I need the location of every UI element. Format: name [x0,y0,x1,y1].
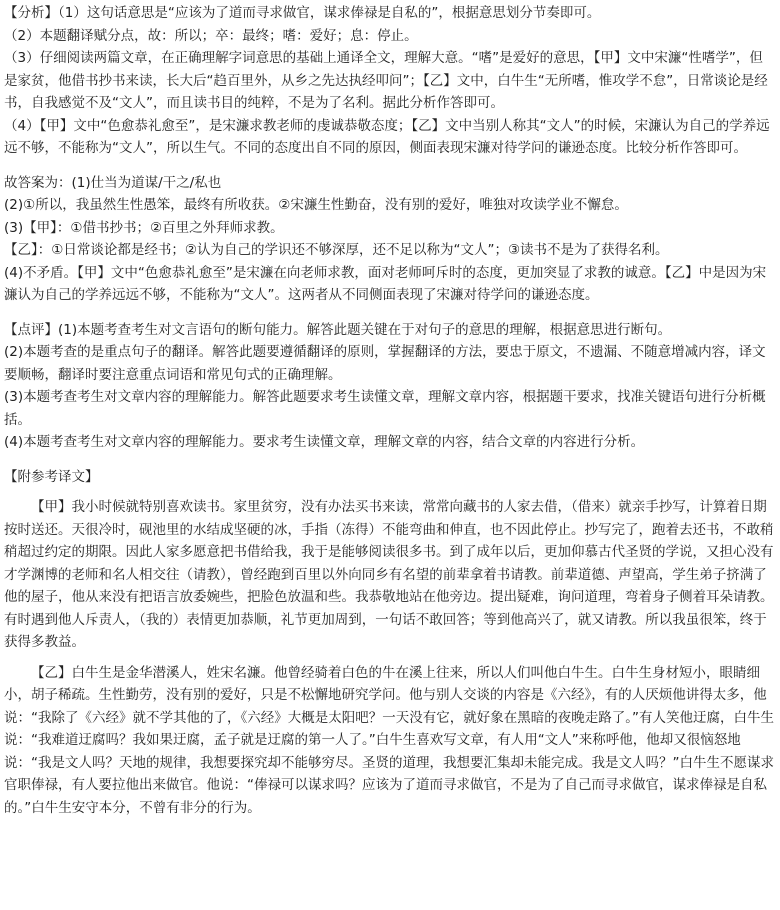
answer-line-5: (4)不矛盾。【甲】文中“色愈恭礼愈至”是宋濂在向老师求教，面对老师呵斥时的态度，更加突显了求教的诚意。【乙】中是因为宋濂认为自己的学养远远不够，不能称为“文人”。这两者从不同侧面表现了宋濂对待学问的谦逊态度。 [4,264,767,303]
comment-line-2: (2)本题考查的是重点句子的翻译。解答此题要遵循翻译的原则，掌握翻译的方法，要忠于原文，不遗漏、不随意增减内容，译文要顺畅，翻译时要注意重点词语和常见句式的正确理解。 [4,344,766,383]
answer-line-1: 故答案为：(1)仕当为道谋/干之/私也 [4,174,222,191]
analysis-section [4,2,774,160]
answer-line-2: (2)①所以，我虽然生性愚笨，最终有所收获。②宋濂生性勤奋，没有别的爱好，唯独对攻读学业不懈怠。 [4,197,628,213]
comment-line-4: (4)本题考查考生对文章内容的理解能力。要求考生读懂文章，理解文章的内容，结合文章的内容进行分析。 [4,434,645,450]
comment-line-1: 【点评】(1)本题考查考生对文言语句的断句能力。解答此题关键在于对句子的意思的理解，根据意思进行断句。 [4,321,672,338]
answer-line-4: 【乙】：①日常谈论都是经书；②认为自己的学识还不够深厚，还不足以称为“文人”；③读书不是为了获得名利。 [4,242,669,258]
translation-heading: 【附参考译文】 [4,468,99,485]
answer-section [4,172,774,307]
analysis-paragraph-2: （2）本题翻译赋分点，故：所以；卒：最终；嗜：爱好；息：停止。 [4,27,418,44]
analysis-paragraph-3: （3）仔细阅读两篇文章，在正确理解字词意思的基础上通译全文，理解大意。“嗜”是爱好的意思，【甲】文中宋濂“性嗜学”，但是家贫，他借书抄书来读，长大后“趋百里外，从乡之先达执经叩问”；【乙】文中，白牛生“无所嗜，惟攻学不怠”，日常谈论是经书，自我感觉不及“文人”，而且读书目的纯粹，不是为了名利。据此分析作答即可。 [4,50,768,111]
analysis-paragraph-1: 【分析】（1）这句话意思是“应该为了道而寻求做官，谋求俸禄是自私的”，根据意思划分节奏即可。 [4,5,601,21]
comment-line-3: (3)本题考查考生对文章内容的理解能力。解答此题要求考生读懂文章，理解文章内容，根据题干要求，找准关键语句进行分析概括。 [4,389,766,428]
translation-jia-paragraph: 【甲】我小时候就特别喜欢读书。家里贫穷，没有办法买书来读，常常向藏书的人家去借，（借来）就亲手抄写，计算着日期按时送还。天很冷时，砚池里的水结成坚硬的冰，手指（冻得）不能弯曲和伸直，也不因此停止。抄写完了，跑着去还书，不敢稍稍超过约定的期限。因此人家多愿意把书借给我，我于是能够阅读很多书。到了成年以后，更加仰慕古代圣贤的学说，又担心没有才学渊博的老师和名人相交往（请教），曾经跑到百里以外向同乡有名望的前辈拿着书请教。前辈道德、声望高，学生弟子挤满了他的屋子，他从来没有把语言放委婉些，把脸色放温和些。我恭敬地站在他旁边。提出疑难，询问道理，弯着身子侧着耳朵请教。有时遇到他人斥责人，（我的）表情更加恭顺，礼节更加周到，一句话不敢回答；等到他高兴了，就又请教。所以我虽很笨，终于获得多教益。 [4,499,774,650]
translation-yi-paragraph: 【乙】白牛生是金华潜溪人，姓宋名濂。他曾经骑着白色的牛在溪上往来，所以人们叫他白牛生。白牛生身材短小，眼睛细小，胡子稀疏。生性勤劳，没有别的爱好，只是不松懈地研究学问。他与别人交谈的内容是《六经》，有的人厌烦他讲得太多，他说：“我除了《六经》就不学其他的了，《六经》大概是太阳吧？一天没有它，就好象在黑暗的夜晚走路了。”有人笑他迂腐，白牛生说：“我难道迂腐吗？我如果迂腐，孟子就是迂腐的第一人了。”白牛生喜欢写文章，有人用“文人”来称呼他，他却又很恼怒地说：“我是文人吗？天地的规律，我想要探究却不能够穷尽。圣贤的道理，我想要汇集却未能完成。我是文人吗？”白牛生不愿谋求官职俸禄，有人要拉他出来做官。他说：“俸禄可以谋求吗？应该为了道而寻求做官，不是为了自己而寻求做官，谋求俸禄是自私的。”白牛生安守本分，不曾有非分的行为。 [4,664,774,816]
analysis-paragraph-4: （4）【甲】文中“色愈恭礼愈至”，是宋濂求教老师的虔诚恭敬态度；【乙】文中当别人称其“文人”的时候，宋濂认为自己的学养远远不够，不能称为“文人”，所以生气。不同的态度出自不同的原因，侧面表现宋濂对待学问的谦逊态度。比较分析作答即可。 [4,117,770,156]
answer-line-3: (3)【甲】：①借书抄书；②百里之外拜师求教。 [4,219,284,236]
translation-section [4,466,774,820]
comment-section [4,319,774,454]
